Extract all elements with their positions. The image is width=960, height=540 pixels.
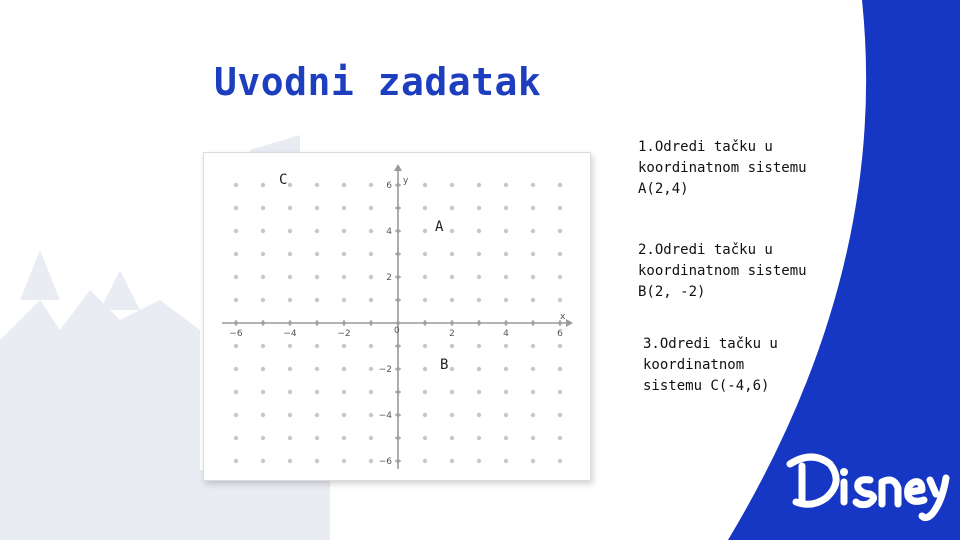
- y-tick-labels: [379, 181, 393, 467]
- grid-dot: [423, 413, 427, 417]
- point-label-a: A: [435, 219, 444, 235]
- x-axis-arrow: [566, 319, 573, 327]
- grid-dot: [315, 298, 319, 302]
- y-tick-label: 4: [386, 227, 392, 237]
- grid-dot: [531, 390, 535, 394]
- grid-dot: [504, 367, 508, 371]
- grid-dot: [369, 413, 373, 417]
- grid-dot: [369, 252, 373, 256]
- grid-dot: [558, 298, 562, 302]
- grid-dot: [369, 367, 373, 371]
- y-tick-label: 2: [386, 273, 392, 283]
- grid-dot: [450, 344, 454, 348]
- grid-dot: [477, 344, 481, 348]
- grid-dot: [288, 183, 292, 187]
- grid-dot: [261, 459, 265, 463]
- grid-dot: [504, 459, 508, 463]
- grid-dot: [531, 229, 535, 233]
- grid-dot: [531, 344, 535, 348]
- grid-dot: [261, 367, 265, 371]
- grid-dot: [450, 413, 454, 417]
- grid-dot: [558, 459, 562, 463]
- grid-dot: [531, 298, 535, 302]
- grid-dot: [504, 183, 508, 187]
- grid-dot: [369, 436, 373, 440]
- grid-dot: [234, 436, 238, 440]
- grid-dot: [477, 252, 481, 256]
- grid-dot: [315, 344, 319, 348]
- grid-dot: [531, 413, 535, 417]
- point-label-c: C: [279, 172, 288, 188]
- grid-dot: [315, 367, 319, 371]
- grid-dot: [531, 252, 535, 256]
- grid-dot: [450, 459, 454, 463]
- grid-dot: [450, 390, 454, 394]
- grid-dot: [261, 298, 265, 302]
- grid-dot: [450, 367, 454, 371]
- x-tick-label: −6: [229, 329, 243, 339]
- grid-dot: [558, 275, 562, 279]
- grid-dot: [342, 436, 346, 440]
- grid-dot: [558, 206, 562, 210]
- disney-logo: [782, 442, 952, 531]
- grid-dot: [261, 183, 265, 187]
- grid-dot: [423, 229, 427, 233]
- grid-dot: [477, 459, 481, 463]
- task-3-text: 3.Odredi tačku u koordinatnom sistemu C(-4,6): [643, 336, 778, 394]
- grid-dot: [288, 275, 292, 279]
- grid-dot: [315, 183, 319, 187]
- coordinate-system: [204, 153, 590, 480]
- grid-dot: [477, 275, 481, 279]
- grid-dot: [558, 367, 562, 371]
- grid-dot: [423, 206, 427, 210]
- grid-dot: [234, 344, 238, 348]
- grid-dot: [504, 252, 508, 256]
- grid-dot: [342, 229, 346, 233]
- x-tick-label: −4: [283, 329, 297, 339]
- grid-dot: [450, 275, 454, 279]
- grid-dot: [369, 275, 373, 279]
- grid-dot: [342, 298, 346, 302]
- grid-dot: [450, 183, 454, 187]
- grid-dot: [423, 275, 427, 279]
- grid-dot: [315, 206, 319, 210]
- task-1-text: 1.Odredi tačku u koordinatnom sistemu A(2,4): [638, 139, 807, 197]
- x-tick-label: 2: [449, 329, 455, 339]
- grid-dot: [342, 252, 346, 256]
- grid-dot: [504, 413, 508, 417]
- grid-dot: [261, 413, 265, 417]
- x-tick-label: −2: [337, 329, 351, 339]
- grid-dot: [342, 390, 346, 394]
- grid-dot: [504, 298, 508, 302]
- grid-dot: [558, 413, 562, 417]
- grid-dot: [558, 183, 562, 187]
- grid-dot: [504, 344, 508, 348]
- grid-dot: [261, 206, 265, 210]
- grid-dot: [423, 390, 427, 394]
- y-axis-arrow: [394, 164, 402, 171]
- grid-dot: [315, 229, 319, 233]
- grid-dot: [288, 206, 292, 210]
- grid-dot: [477, 436, 481, 440]
- point-label-b: B: [440, 357, 449, 373]
- grid-dot: [423, 367, 427, 371]
- grid-dot: [288, 252, 292, 256]
- grid-dot: [504, 436, 508, 440]
- grid-dot: [288, 344, 292, 348]
- grid-dot: [531, 206, 535, 210]
- grid-dot: [450, 206, 454, 210]
- grid-dot: [558, 229, 562, 233]
- grid-dot: [261, 436, 265, 440]
- grid-dot: [477, 390, 481, 394]
- grid-dot: [477, 367, 481, 371]
- grid-dot: [261, 229, 265, 233]
- grid-dot: [531, 183, 535, 187]
- grid-dot: [342, 183, 346, 187]
- grid-dot: [234, 252, 238, 256]
- grid-dot: [531, 367, 535, 371]
- axes: [222, 164, 573, 469]
- grid-dot: [504, 206, 508, 210]
- grid-dot: [558, 344, 562, 348]
- grid-dot: [369, 459, 373, 463]
- grid-dot: [504, 229, 508, 233]
- grid-dot: [234, 413, 238, 417]
- disney-logo-icon: [782, 442, 952, 527]
- y-tick-label: 6: [386, 181, 392, 191]
- grid-dot: [234, 367, 238, 371]
- grid-dot: [423, 298, 427, 302]
- task-2-text: 2.Odredi tačku u koordinatnom sistemu B(2, -2): [638, 242, 807, 300]
- grid-dot: [450, 298, 454, 302]
- grid-dot: [558, 252, 562, 256]
- grid-dot: [288, 367, 292, 371]
- grid-dot: [342, 275, 346, 279]
- grid-dot: [450, 229, 454, 233]
- grid-dot: [342, 206, 346, 210]
- grid-dot: [531, 459, 535, 463]
- grid-dot: [288, 298, 292, 302]
- grid-dot: [342, 367, 346, 371]
- grid-dot: [261, 252, 265, 256]
- grid-dot: [234, 298, 238, 302]
- grid-dot: [423, 183, 427, 187]
- grid-dot: [477, 183, 481, 187]
- grid-dot: [504, 275, 508, 279]
- grid-dot: [315, 459, 319, 463]
- grid-dot: [558, 390, 562, 394]
- grid-dot: [315, 275, 319, 279]
- grid-dot: [369, 344, 373, 348]
- grid-dot: [234, 459, 238, 463]
- grid-dot: [234, 206, 238, 210]
- grid-dot: [315, 252, 319, 256]
- origin-label: 0: [394, 326, 400, 336]
- grid-dot: [288, 459, 292, 463]
- grid-dot: [477, 298, 481, 302]
- grid-dot: [477, 413, 481, 417]
- grid-dot: [261, 390, 265, 394]
- x-tick-label: 6: [557, 329, 563, 339]
- grid-dot: [288, 436, 292, 440]
- grid-dot: [504, 390, 508, 394]
- grid-dot: [531, 275, 535, 279]
- grid-dot: [315, 390, 319, 394]
- slide-title: Uvodni zadatak: [214, 60, 542, 104]
- grid-dot: [423, 459, 427, 463]
- grid-dot: [369, 206, 373, 210]
- x-tick-label: 4: [503, 329, 509, 339]
- grid-dot: [234, 229, 238, 233]
- y-axis-label: y: [403, 176, 409, 186]
- grid-dot: [342, 459, 346, 463]
- grid-dot: [342, 344, 346, 348]
- grid-dot: [342, 413, 346, 417]
- grid-dot: [369, 183, 373, 187]
- grid-dot: [423, 252, 427, 256]
- grid-dot: [288, 413, 292, 417]
- grid-dot: [369, 229, 373, 233]
- grid-dot: [288, 229, 292, 233]
- coordinate-grid-panel: [203, 152, 591, 481]
- grid-dot: [234, 275, 238, 279]
- grid-dot: [234, 390, 238, 394]
- grid-dot: [558, 436, 562, 440]
- grid-dot: [369, 390, 373, 394]
- grid-dot: [261, 344, 265, 348]
- y-tick-label: −2: [378, 365, 392, 375]
- x-axis-label: x: [560, 312, 566, 322]
- grid-dot: [450, 436, 454, 440]
- y-tick-label: −6: [378, 457, 392, 467]
- grid-dot: [369, 298, 373, 302]
- grid-dot: [477, 229, 481, 233]
- grid-dot: [288, 390, 292, 394]
- grid-dot: [315, 413, 319, 417]
- grid-dot: [234, 183, 238, 187]
- grid-dot: [423, 344, 427, 348]
- grid-dot: [261, 275, 265, 279]
- grid-dot: [315, 436, 319, 440]
- grid-dot: [477, 206, 481, 210]
- grid-dot: [423, 436, 427, 440]
- grid-dot: [450, 252, 454, 256]
- y-tick-label: −4: [378, 411, 392, 421]
- grid-dot: [531, 436, 535, 440]
